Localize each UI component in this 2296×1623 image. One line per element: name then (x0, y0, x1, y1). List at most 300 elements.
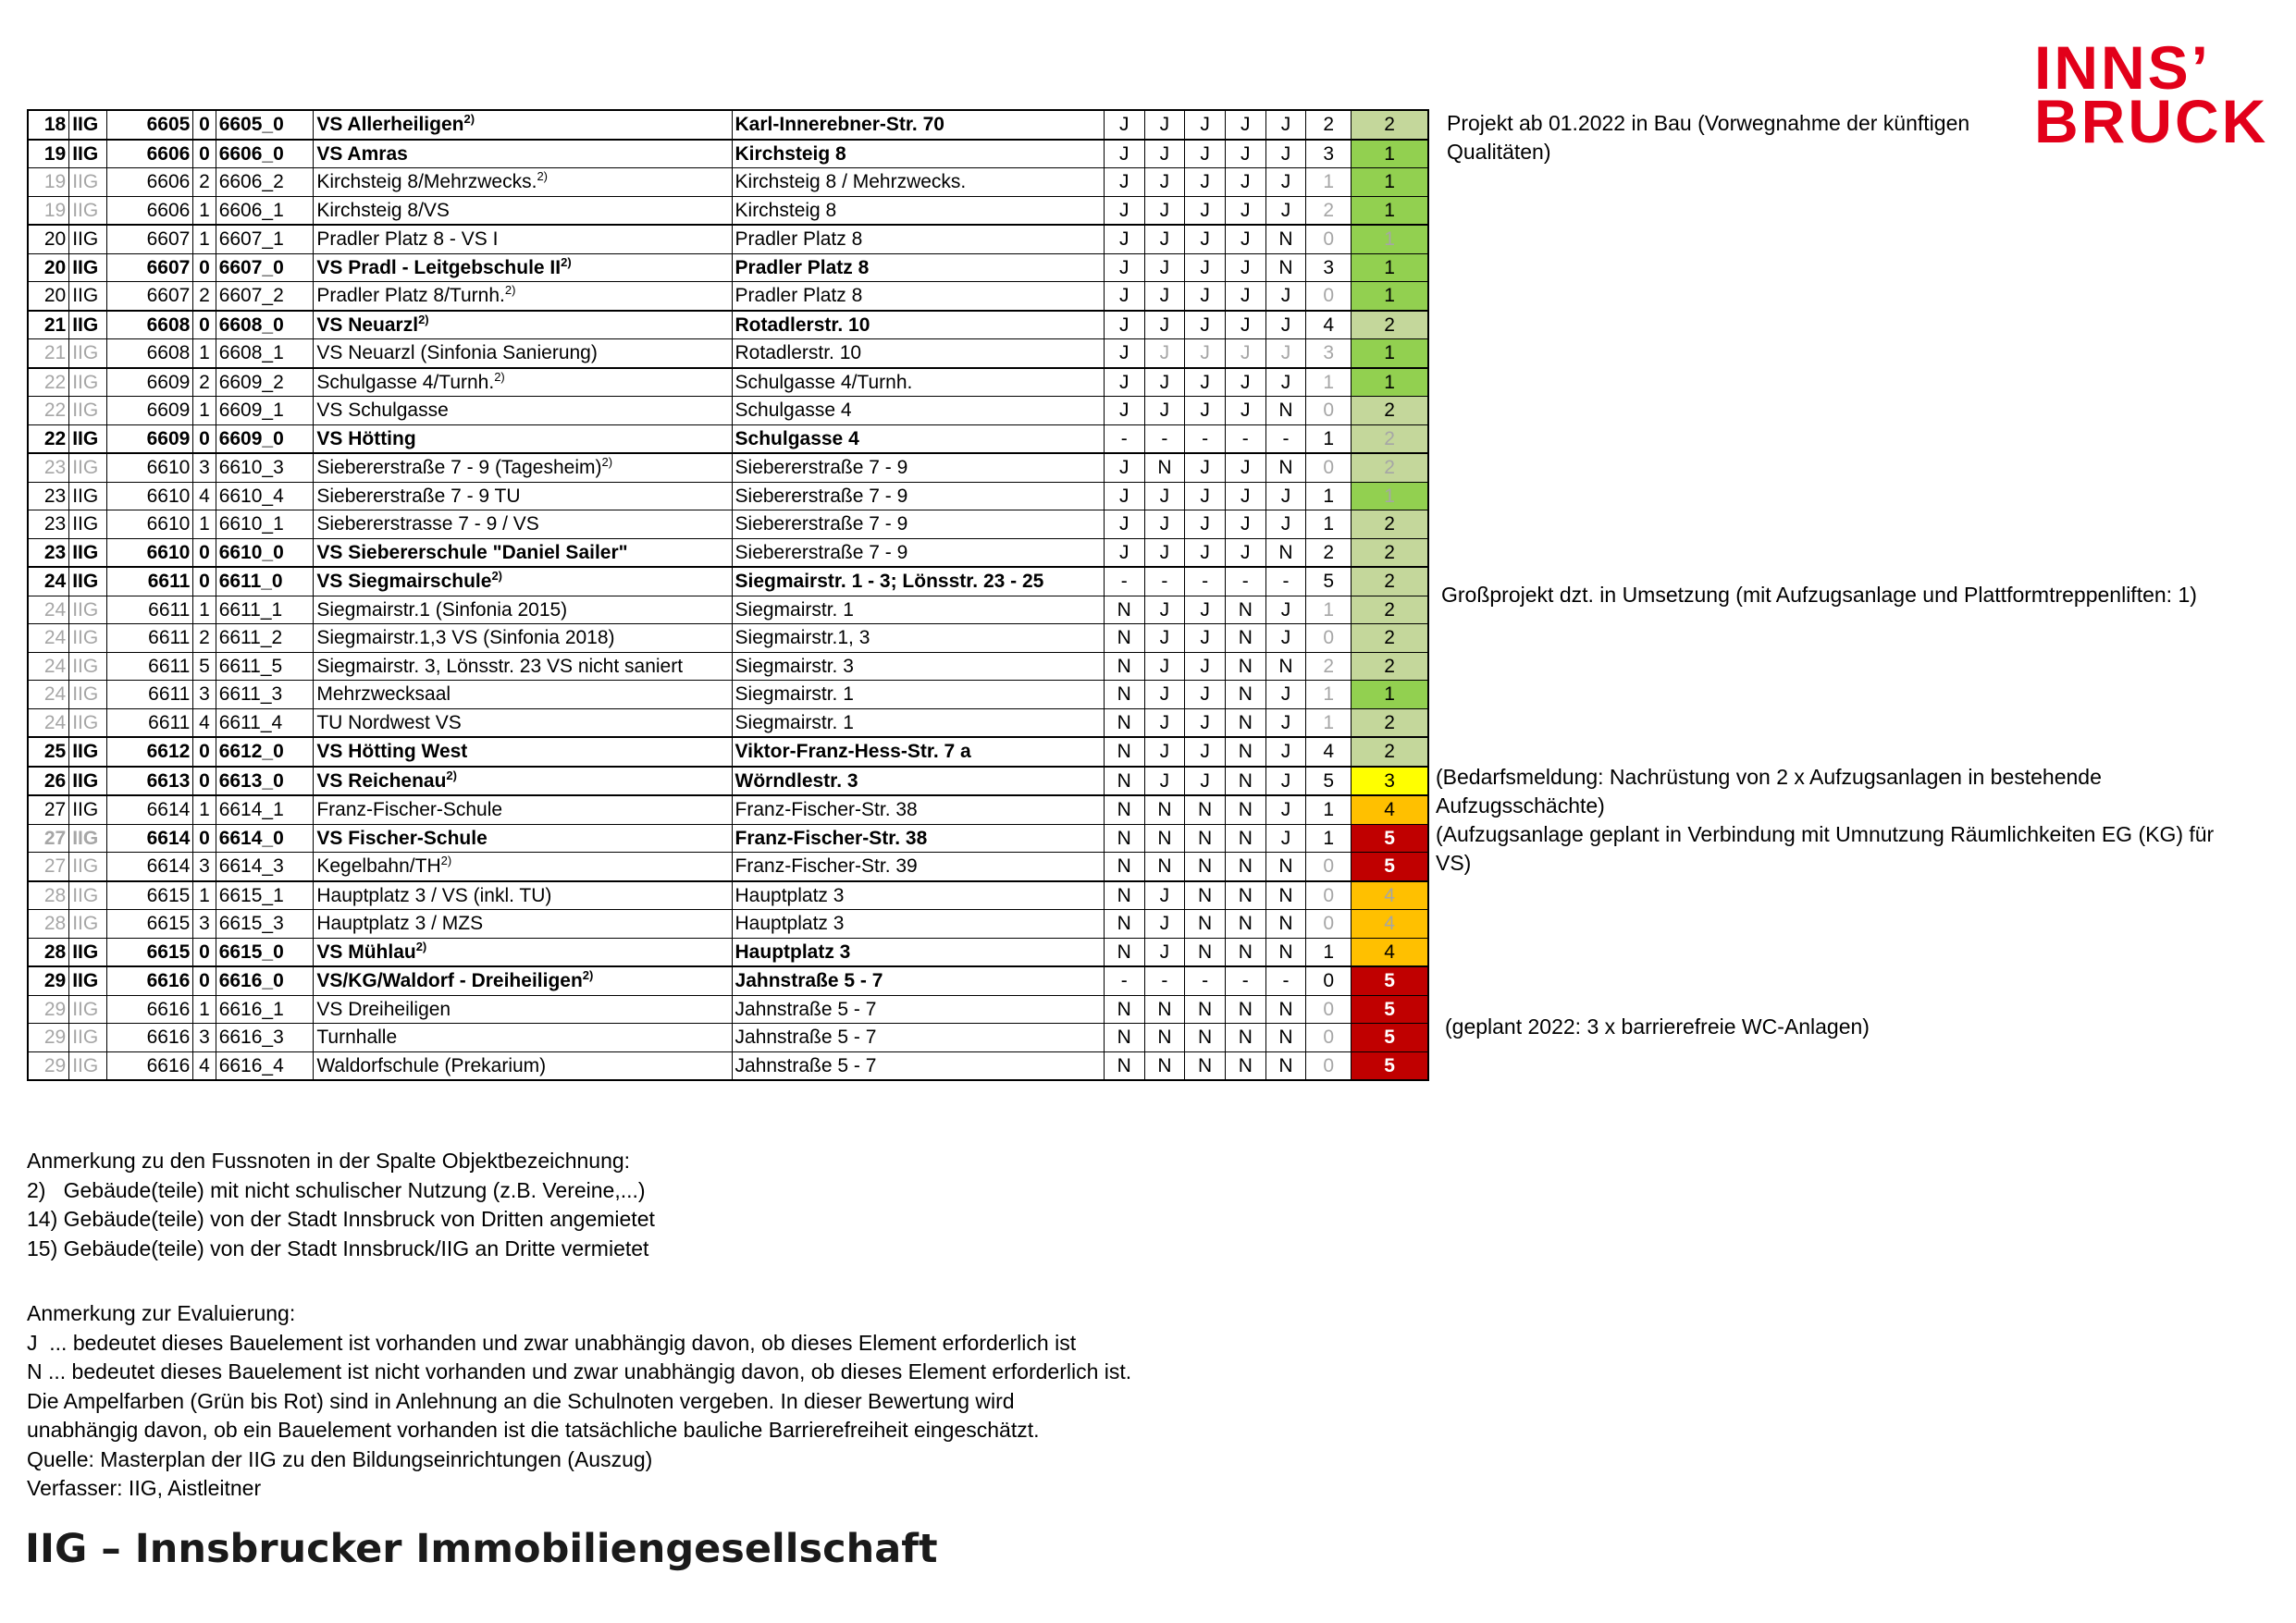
cell-address: Wörndlestr. 3 (732, 767, 1104, 796)
remark-siegmairschule: Großprojekt dzt. in Umsetzung (mit Aufzugsanlage und Plattformtreppenliften: 1) (1441, 583, 2197, 607)
cell-element-5: N (1265, 453, 1306, 482)
cell-evaluation: 1 (1352, 168, 1428, 197)
cell-organisation: IIG (69, 538, 107, 567)
object-name: Franz-Fischer-Schule (316, 799, 503, 821)
cell-element-3: J (1185, 681, 1226, 709)
cell-organisation: IIG (69, 596, 107, 624)
table-row (28, 397, 1428, 425)
cell-element-2: - (1144, 966, 1185, 995)
cell-element-5: J (1265, 110, 1306, 140)
cell-element-5: J (1265, 196, 1306, 225)
cell-organisation: IIG (69, 282, 107, 311)
cell-element-5: J (1265, 140, 1306, 168)
table-row (28, 824, 1428, 853)
cell-object-code: 6614 (106, 853, 192, 881)
cell-object-id: 6616_0 (216, 966, 314, 995)
cell-evaluation: 2 (1352, 538, 1428, 567)
object-name: VS Mühlau (316, 941, 416, 963)
cell-sub-number: 3 (193, 1024, 216, 1052)
cell-number: 23 (28, 482, 69, 510)
table-row (28, 853, 1428, 881)
cell-object-name (314, 453, 732, 482)
footnote-marker: 2) (415, 939, 427, 953)
cell-object-code: 6611 (106, 624, 192, 653)
cell-evaluation: 1 (1352, 282, 1428, 311)
cell-element-2: N (1144, 853, 1185, 881)
cell-address: Siebererstraße 7 - 9 (732, 510, 1104, 539)
cell-element-3: J (1185, 482, 1226, 510)
cell-object-code: 6607 (106, 225, 192, 253)
cell-object-code: 6610 (106, 453, 192, 482)
cell-number: 29 (28, 1024, 69, 1052)
cell-element-3: J (1185, 311, 1226, 339)
cell-element-5: - (1265, 424, 1306, 453)
cell-element-3: N (1185, 1024, 1226, 1052)
cell-organisation: IIG (69, 681, 107, 709)
cell-number: 23 (28, 510, 69, 539)
cell-organisation: IIG (69, 110, 107, 140)
cell-number: 26 (28, 767, 69, 796)
cell-object-code: 6607 (106, 282, 192, 311)
cell-object-name (314, 767, 732, 796)
cell-element-4: N (1225, 1051, 1265, 1080)
cell-object-name (314, 339, 732, 368)
cell-organisation: IIG (69, 253, 107, 282)
cell-address: Siegmairstr. 1 - 3; Lönsstr. 23 - 25 (732, 567, 1104, 596)
footnote-2: 2) Gebäude(teile) mit nicht schulischer Nutzung (z.B. Vereine,...) (27, 1177, 646, 1202)
cell-address: Schulgasse 4 (732, 397, 1104, 425)
cell-sub-number: 3 (193, 453, 216, 482)
cell-number: 20 (28, 282, 69, 311)
cell-count: 2 (1306, 110, 1352, 140)
cell-number: 22 (28, 397, 69, 425)
cell-address: Hauptplatz 3 (732, 910, 1104, 939)
cell-element-1: N (1104, 1024, 1144, 1052)
cell-element-3: - (1185, 567, 1226, 596)
cell-count: 0 (1306, 995, 1352, 1024)
cell-evaluation: 2 (1352, 567, 1428, 596)
object-name: VS Pradl - Leitgebschule II (316, 256, 562, 278)
cell-object-id: 6611_1 (216, 596, 314, 624)
cell-sub-number: 1 (193, 225, 216, 253)
cell-object-code: 6615 (106, 881, 192, 910)
cell-element-2: J (1144, 881, 1185, 910)
cell-object-id: 6610_1 (216, 510, 314, 539)
cell-object-code: 6611 (106, 681, 192, 709)
object-name: VS Schulgasse (316, 400, 449, 422)
object-name: VS Amras (316, 142, 408, 165)
cell-object-name (314, 708, 732, 737)
cell-element-2: N (1144, 824, 1185, 853)
cell-organisation: IIG (69, 311, 107, 339)
cell-element-3: - (1185, 424, 1226, 453)
cell-element-3: J (1185, 708, 1226, 737)
cell-element-3: J (1185, 196, 1226, 225)
cell-evaluation: 1 (1352, 140, 1428, 168)
cell-organisation: IIG (69, 424, 107, 453)
cell-element-5: N (1265, 910, 1306, 939)
cell-count: 2 (1306, 196, 1352, 225)
innsbruck-logo (2031, 33, 2271, 155)
cell-object-code: 6616 (106, 1051, 192, 1080)
cell-organisation: IIG (69, 339, 107, 368)
table-row (28, 253, 1428, 282)
cell-count: 3 (1306, 253, 1352, 282)
cell-evaluation: 3 (1352, 767, 1428, 796)
cell-element-4: N (1225, 881, 1265, 910)
cell-element-1: J (1104, 110, 1144, 140)
cell-object-name (314, 168, 732, 197)
cell-object-name (314, 196, 732, 225)
cell-sub-number: 0 (193, 824, 216, 853)
cell-organisation: IIG (69, 708, 107, 737)
cell-object-name (314, 397, 732, 425)
cell-count: 3 (1306, 339, 1352, 368)
cell-element-4: J (1225, 282, 1265, 311)
remark-line: (Aufzugsanlage geplant in Verbindung mit Umnutzung Räumlichkeiten EG (KG) für (1436, 822, 2215, 846)
cell-element-3: N (1185, 938, 1226, 966)
cell-element-2: - (1144, 424, 1185, 453)
evaluation-source: Quelle: Masterplan der IIG zu den Bildungseinrichtungen (Auszug) (27, 1446, 653, 1471)
cell-count: 2 (1306, 652, 1352, 681)
cell-element-3: J (1185, 253, 1226, 282)
cell-object-id: 6616_1 (216, 995, 314, 1024)
cell-object-code: 6614 (106, 824, 192, 853)
cell-number: 21 (28, 339, 69, 368)
cell-sub-number: 4 (193, 1051, 216, 1080)
cell-evaluation: 5 (1352, 853, 1428, 881)
logo-line-2: BRUCK (2034, 87, 2269, 155)
footnote-marker: 2) (494, 369, 505, 384)
cell-element-2: J (1144, 110, 1185, 140)
cell-evaluation: 2 (1352, 424, 1428, 453)
cell-element-2: J (1144, 767, 1185, 796)
object-name: VS Reichenau (316, 769, 447, 792)
cell-element-3: J (1185, 140, 1226, 168)
cell-evaluation: 4 (1352, 881, 1428, 910)
cell-object-code: 6612 (106, 737, 192, 767)
cell-element-3: N (1185, 795, 1226, 824)
remark-line: Qualitäten) (1447, 140, 1551, 164)
cell-element-4: J (1225, 453, 1265, 482)
cell-evaluation: 5 (1352, 1051, 1428, 1080)
cell-element-3: J (1185, 453, 1226, 482)
cell-element-3: J (1185, 168, 1226, 197)
cell-count: 1 (1306, 708, 1352, 737)
cell-element-4: N (1225, 938, 1265, 966)
cell-element-3: N (1185, 881, 1226, 910)
cell-element-5: J (1265, 482, 1306, 510)
cell-element-4: J (1225, 510, 1265, 539)
cell-element-1: N (1104, 824, 1144, 853)
cell-count: 4 (1306, 737, 1352, 767)
cell-count: 3 (1306, 140, 1352, 168)
cell-address: Franz-Fischer-Str. 39 (732, 853, 1104, 881)
cell-sub-number: 2 (193, 368, 216, 397)
cell-number: 24 (28, 596, 69, 624)
cell-sub-number: 3 (193, 853, 216, 881)
cell-object-name (314, 424, 732, 453)
cell-number: 28 (28, 881, 69, 910)
cell-element-4: N (1225, 737, 1265, 767)
cell-address: Siegmairstr. 1 (732, 681, 1104, 709)
cell-sub-number: 0 (193, 737, 216, 767)
cell-element-5: J (1265, 795, 1306, 824)
cell-organisation: IIG (69, 140, 107, 168)
cell-element-5: J (1265, 368, 1306, 397)
cell-object-id: 6609_1 (216, 397, 314, 425)
cell-element-4: N (1225, 853, 1265, 881)
cell-object-code: 6609 (106, 424, 192, 453)
cell-evaluation: 5 (1352, 966, 1428, 995)
cell-evaluation: 2 (1352, 652, 1428, 681)
cell-number: 18 (28, 110, 69, 140)
cell-object-code: 6610 (106, 538, 192, 567)
cell-number: 22 (28, 424, 69, 453)
cell-object-id: 6615_0 (216, 938, 314, 966)
cell-address: Siebererstraße 7 - 9 (732, 538, 1104, 567)
table-row (28, 453, 1428, 482)
cell-element-2: J (1144, 482, 1185, 510)
cell-sub-number: 0 (193, 538, 216, 567)
cell-element-5: J (1265, 168, 1306, 197)
cell-element-2: N (1144, 1024, 1185, 1052)
cell-address: Rotadlerstr. 10 (732, 339, 1104, 368)
cell-object-name (314, 853, 732, 881)
table-row (28, 168, 1428, 197)
cell-count: 0 (1306, 966, 1352, 995)
cell-object-code: 6615 (106, 938, 192, 966)
cell-evaluation: 5 (1352, 995, 1428, 1024)
table-row (28, 1051, 1428, 1080)
cell-sub-number: 0 (193, 110, 216, 140)
cell-count: 0 (1306, 1051, 1352, 1080)
cell-element-2: N (1144, 795, 1185, 824)
cell-object-id: 6611_5 (216, 652, 314, 681)
cell-sub-number: 4 (193, 482, 216, 510)
cell-evaluation: 4 (1352, 910, 1428, 939)
cell-sub-number: 1 (193, 339, 216, 368)
cell-element-5: J (1265, 708, 1306, 737)
cell-element-2: J (1144, 681, 1185, 709)
cell-element-4: J (1225, 482, 1265, 510)
table-row (28, 140, 1428, 168)
cell-object-id: 6607_0 (216, 253, 314, 282)
company-title: IIG – Innsbrucker Immobiliengesellschaft (25, 1526, 938, 1572)
cell-object-name (314, 225, 732, 253)
cell-sub-number: 0 (193, 767, 216, 796)
cell-element-3: J (1185, 368, 1226, 397)
cell-object-name (314, 795, 732, 824)
cell-element-2: J (1144, 196, 1185, 225)
cell-organisation: IIG (69, 767, 107, 796)
cell-object-code: 6610 (106, 482, 192, 510)
table-row (28, 910, 1428, 939)
cell-object-name (314, 1051, 732, 1080)
cell-count: 0 (1306, 910, 1352, 939)
cell-element-1: N (1104, 708, 1144, 737)
cell-object-id: 6614_0 (216, 824, 314, 853)
table-row (28, 767, 1428, 796)
cell-object-id: 6609_2 (216, 368, 314, 397)
cell-element-1: J (1104, 397, 1144, 425)
cell-object-code: 6613 (106, 767, 192, 796)
cell-element-4: N (1225, 624, 1265, 653)
footnote-marker: 2) (418, 312, 429, 326)
cell-object-name (314, 1024, 732, 1052)
cell-element-5: N (1265, 225, 1306, 253)
cell-element-4: N (1225, 596, 1265, 624)
evaluation-remarks (27, 1299, 1131, 1504)
cell-organisation: IIG (69, 824, 107, 853)
cell-organisation: IIG (69, 168, 107, 197)
cell-element-4: N (1225, 652, 1265, 681)
cell-object-code: 6614 (106, 795, 192, 824)
cell-object-code: 6607 (106, 253, 192, 282)
cell-object-id: 6610_0 (216, 538, 314, 567)
cell-element-2: J (1144, 596, 1185, 624)
cell-element-3: J (1185, 596, 1226, 624)
cell-object-code: 6611 (106, 708, 192, 737)
cell-object-code: 6611 (106, 596, 192, 624)
cell-evaluation: 1 (1352, 681, 1428, 709)
logo-line-1: INNS’ (2034, 33, 2212, 102)
cell-object-name (314, 681, 732, 709)
cell-number: 24 (28, 708, 69, 737)
cell-number: 20 (28, 225, 69, 253)
cell-address: Schulgasse 4 (732, 424, 1104, 453)
cell-sub-number: 0 (193, 424, 216, 453)
cell-address: Kirchsteig 8 (732, 196, 1104, 225)
object-name: Waldorfschule (Prekarium) (316, 1054, 547, 1076)
cell-number: 23 (28, 453, 69, 482)
cell-element-5: J (1265, 311, 1306, 339)
object-name: VS Fischer-Schule (316, 827, 488, 849)
cell-element-4: N (1225, 824, 1265, 853)
evaluation-ampel-2: unabhängig davon, ob ein Bauelement vorhanden ist die tatsächliche bauliche Barrierefreiheit eingeschätzt. (27, 1418, 1040, 1442)
cell-element-5: J (1265, 510, 1306, 539)
cell-count: 1 (1306, 681, 1352, 709)
cell-sub-number: 1 (193, 995, 216, 1024)
cell-element-1: J (1104, 168, 1144, 197)
object-name: VS Hötting (316, 427, 416, 449)
cell-element-3: N (1185, 853, 1226, 881)
cell-element-1: N (1104, 596, 1144, 624)
cell-element-3: J (1185, 339, 1226, 368)
cell-object-name (314, 567, 732, 596)
cell-element-3: J (1185, 624, 1226, 653)
cell-object-id: 6616_3 (216, 1024, 314, 1052)
evaluation-j: J ... bedeutet dieses Bauelement ist vorhanden und zwar unabhängig davon, ob dieses Element erforderlich ist (27, 1330, 1077, 1355)
cell-address: Jahnstraße 5 - 7 (732, 1024, 1104, 1052)
cell-element-1: J (1104, 225, 1144, 253)
table-row (28, 881, 1428, 910)
cell-count: 0 (1306, 881, 1352, 910)
cell-sub-number: 0 (193, 938, 216, 966)
cell-object-code: 6609 (106, 397, 192, 425)
table-row (28, 510, 1428, 539)
object-name: Siebererstrasse 7 - 9 / VS (316, 513, 539, 535)
cell-number: 27 (28, 795, 69, 824)
object-name: VS Neuarzl (Sinfonia Sanierung) (316, 342, 598, 364)
cell-element-2: J (1144, 311, 1185, 339)
cell-element-4: N (1225, 767, 1265, 796)
cell-evaluation: 1 (1352, 482, 1428, 510)
cell-evaluation: 1 (1352, 225, 1428, 253)
cell-count: 1 (1306, 824, 1352, 853)
cell-organisation: IIG (69, 624, 107, 653)
cell-object-name (314, 311, 732, 339)
cell-organisation: IIG (69, 510, 107, 539)
cell-address: Pradler Platz 8 (732, 253, 1104, 282)
cell-number: 23 (28, 538, 69, 567)
cell-number: 19 (28, 168, 69, 197)
cell-object-code: 6616 (106, 966, 192, 995)
cell-element-2: J (1144, 339, 1185, 368)
cell-evaluation: 2 (1352, 624, 1428, 653)
table-row (28, 966, 1428, 995)
cell-element-4: J (1225, 110, 1265, 140)
object-name: Mehrzwecksaal (316, 683, 451, 706)
cell-element-1: J (1104, 368, 1144, 397)
cell-count: 1 (1306, 368, 1352, 397)
cell-count: 1 (1306, 168, 1352, 197)
cell-element-3: J (1185, 225, 1226, 253)
cell-sub-number: 0 (193, 567, 216, 596)
cell-number: 27 (28, 824, 69, 853)
table-row (28, 795, 1428, 824)
cell-count: 0 (1306, 1024, 1352, 1052)
cell-object-code: 6611 (106, 567, 192, 596)
cell-element-2: N (1144, 1051, 1185, 1080)
cell-element-1: J (1104, 140, 1144, 168)
cell-element-5: N (1265, 995, 1306, 1024)
cell-address: Franz-Fischer-Str. 38 (732, 795, 1104, 824)
cell-element-1: J (1104, 253, 1144, 282)
cell-element-1: J (1104, 538, 1144, 567)
cell-object-id: 6610_4 (216, 482, 314, 510)
cell-element-5: N (1265, 938, 1306, 966)
cell-organisation: IIG (69, 397, 107, 425)
cell-object-name (314, 624, 732, 653)
cell-count: 0 (1306, 397, 1352, 425)
table-row (28, 538, 1428, 567)
cell-element-2: J (1144, 397, 1185, 425)
cell-object-name (314, 966, 732, 995)
footnote-marker: 2) (601, 455, 613, 470)
table-row (28, 196, 1428, 225)
cell-address: Schulgasse 4/Turnh. (732, 368, 1104, 397)
cell-element-3: J (1185, 282, 1226, 311)
evaluation-n: N ... bedeutet dieses Bauelement ist nicht vorhanden und zwar unabhängig davon, ob dieses Element erforderlich ist. (27, 1359, 1132, 1383)
cell-element-2: J (1144, 708, 1185, 737)
cell-element-1: N (1104, 938, 1144, 966)
footnote-marker: 2) (504, 283, 516, 298)
cell-object-id: 6614_3 (216, 853, 314, 881)
cell-element-3: J (1185, 652, 1226, 681)
remark-fischer-schule (1436, 820, 2214, 878)
footnote-marker: 2) (440, 854, 452, 868)
table-row (28, 368, 1428, 397)
cell-object-id: 6616_4 (216, 1051, 314, 1080)
cell-object-id: 6607_2 (216, 282, 314, 311)
table-row (28, 482, 1428, 510)
cell-element-3: N (1185, 910, 1226, 939)
cell-element-3: - (1185, 966, 1226, 995)
cell-count: 2 (1306, 538, 1352, 567)
cell-element-2: J (1144, 910, 1185, 939)
cell-address: Kirchsteig 8 (732, 140, 1104, 168)
